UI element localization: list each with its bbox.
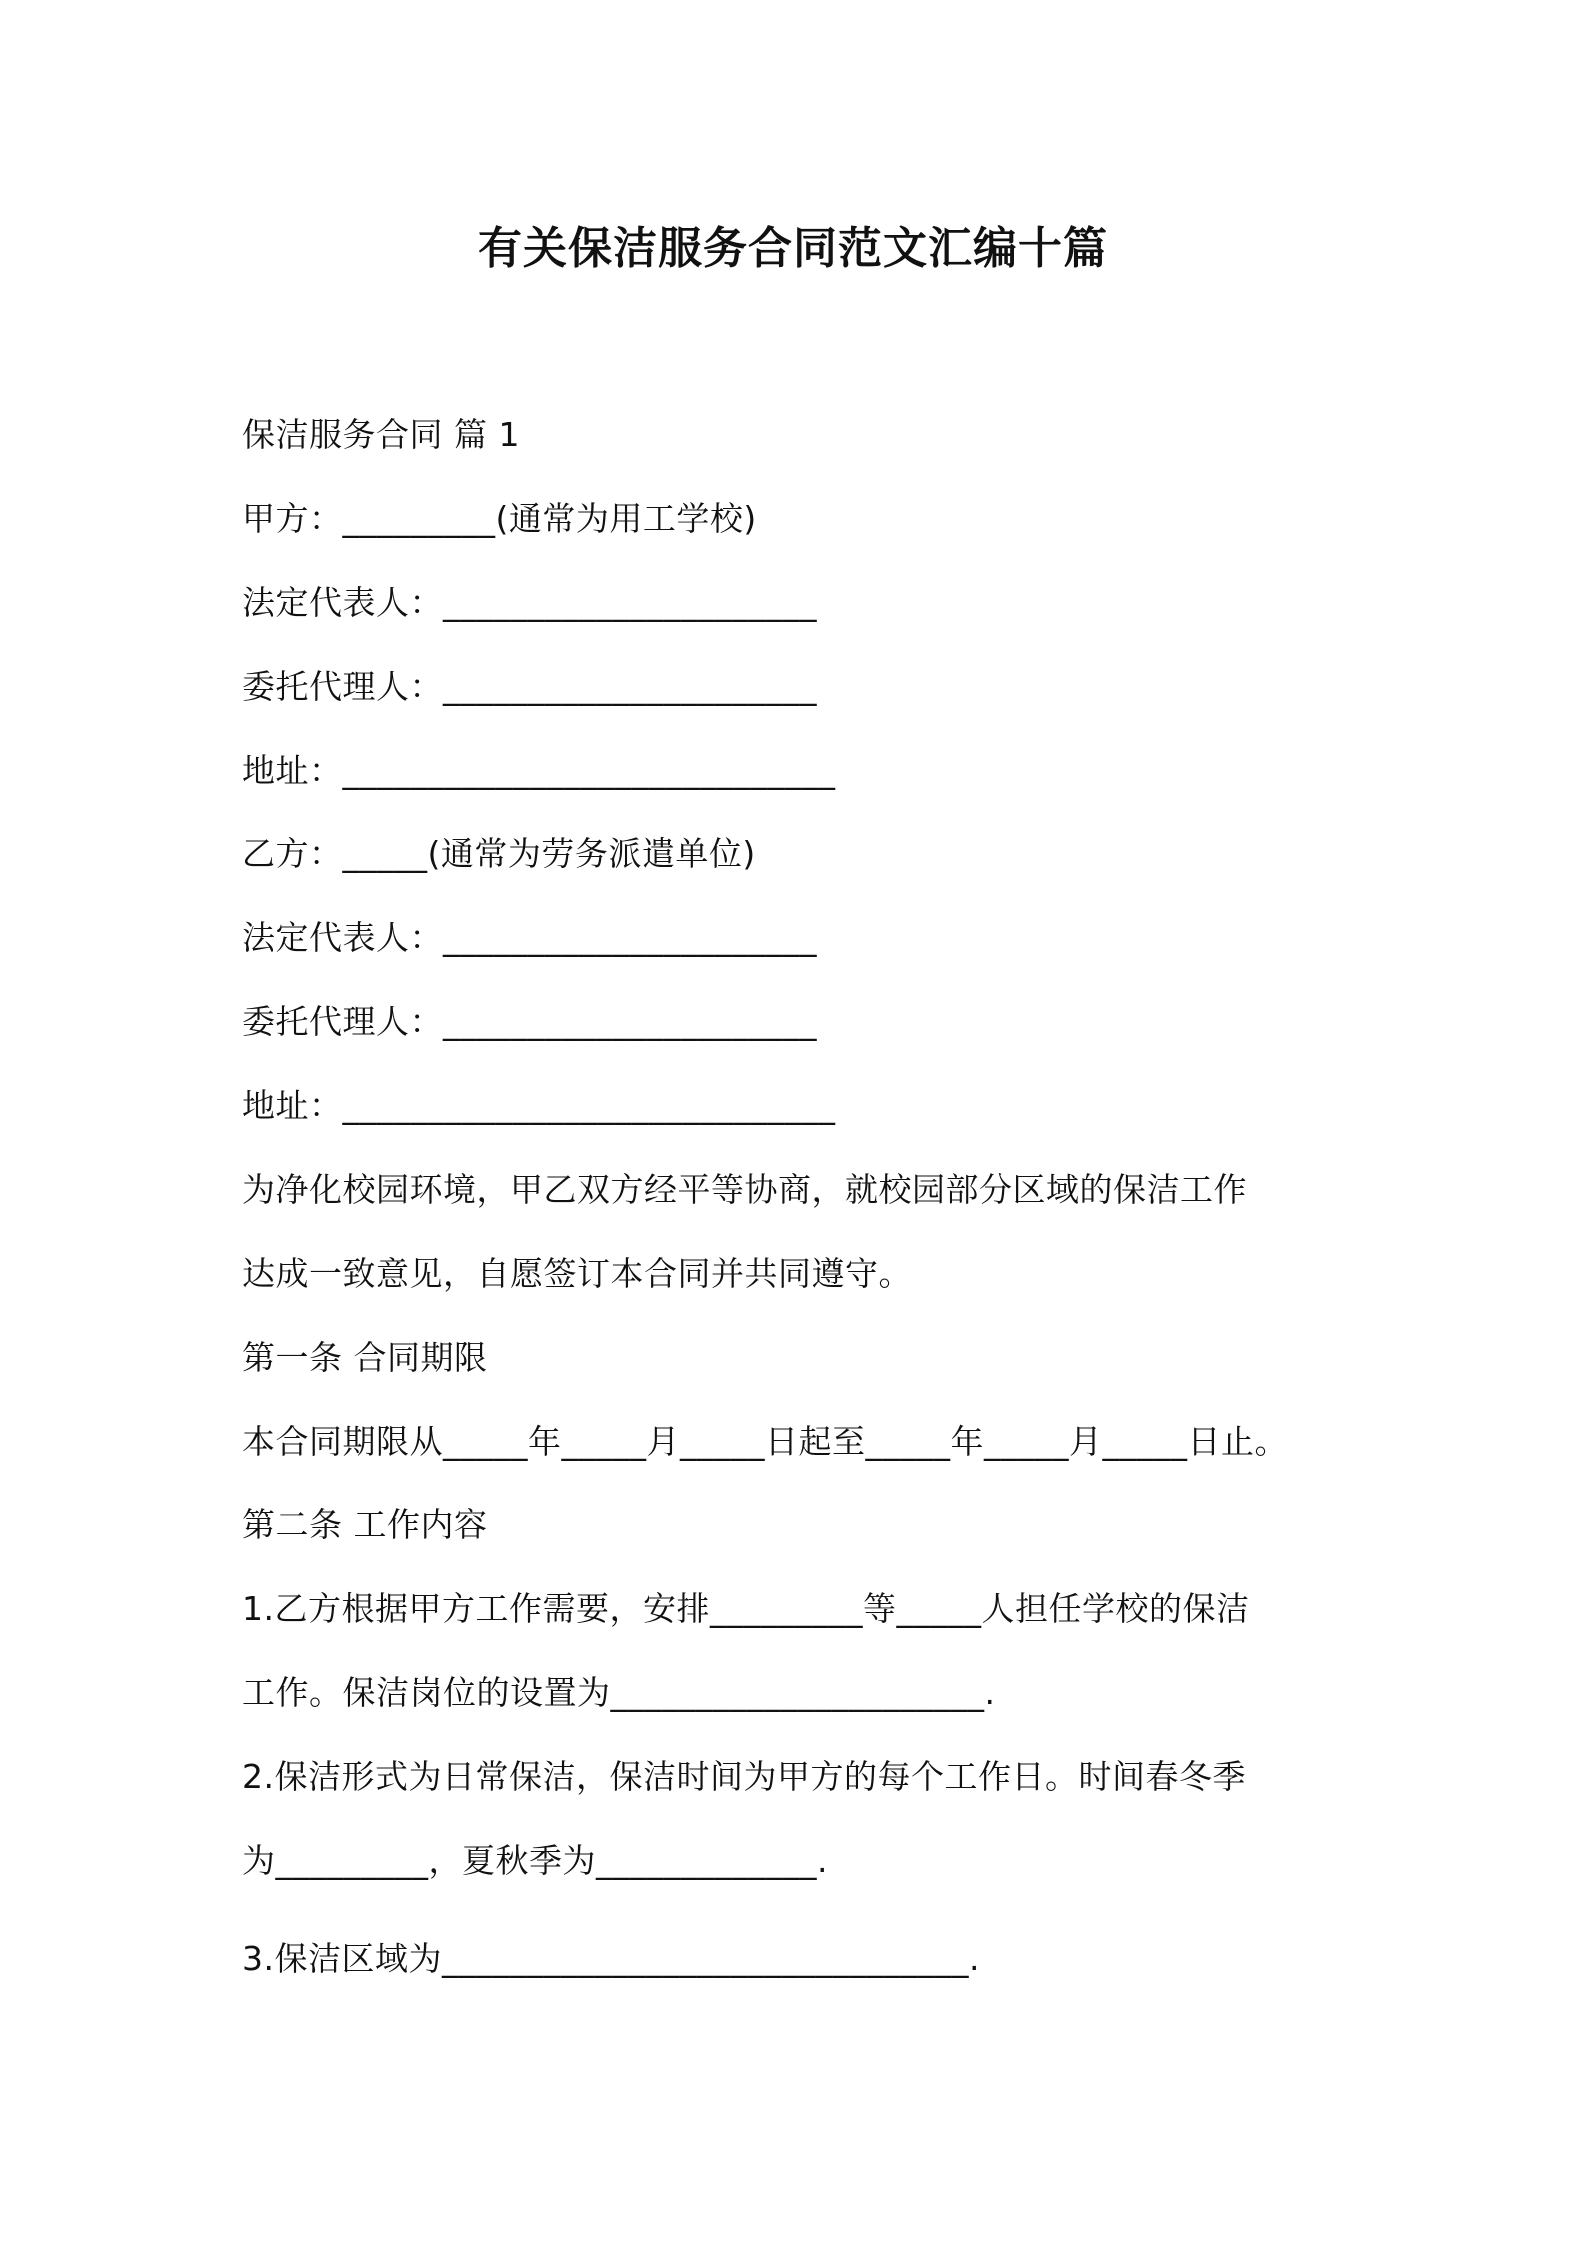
clause-line: 3.保洁区域为_______________________________.: [242, 1939, 980, 1978]
party-a-legal-rep-line: 法定代表人：______________________: [242, 583, 817, 622]
section-heading: 保洁服务合同 篇 1: [242, 415, 520, 454]
party-b-address-line: 地址：_____________________________: [242, 1086, 836, 1125]
clause-line: 1.乙方根据甲方工作需要，安排_________等_____人担任学校的保洁: [242, 1589, 1250, 1628]
party-b-legal-rep-line: 法定代表人：______________________: [242, 918, 817, 957]
article-heading: 第二条 工作内容: [242, 1505, 488, 1544]
party-a-line: 甲方：_________(通常为用工学校): [242, 499, 757, 538]
document-title: 有关保洁服务合同范文汇编十篇: [478, 223, 1108, 274]
clause-line: 工作。保洁岗位的设置为______________________.: [242, 1673, 996, 1712]
party-b-agent-line: 委托代理人：______________________: [242, 1002, 817, 1041]
clause-line: 2.保洁形式为日常保洁，保洁时间为甲方的每个工作日。时间春冬季: [242, 1757, 1246, 1796]
intro-paragraph-line: 为净化校园环境，甲乙双方经平等协商，就校园部分区域的保洁工作: [242, 1170, 1247, 1209]
intro-paragraph-line: 达成一致意见，自愿签订本合同并共同遵守。: [242, 1254, 912, 1293]
party-a-agent-line: 委托代理人：______________________: [242, 667, 817, 706]
party-b-line: 乙方：_____(通常为劳务派遣单位): [242, 834, 756, 873]
term-line: 本合同期限从_____年_____月_____日起至_____年_____月_____日止。: [242, 1422, 1288, 1461]
clause-line: 为_________，夏秋季为_____________.: [242, 1841, 828, 1880]
article-heading: 第一条 合同期限: [242, 1338, 488, 1377]
party-a-address-line: 地址：_____________________________: [242, 751, 836, 790]
